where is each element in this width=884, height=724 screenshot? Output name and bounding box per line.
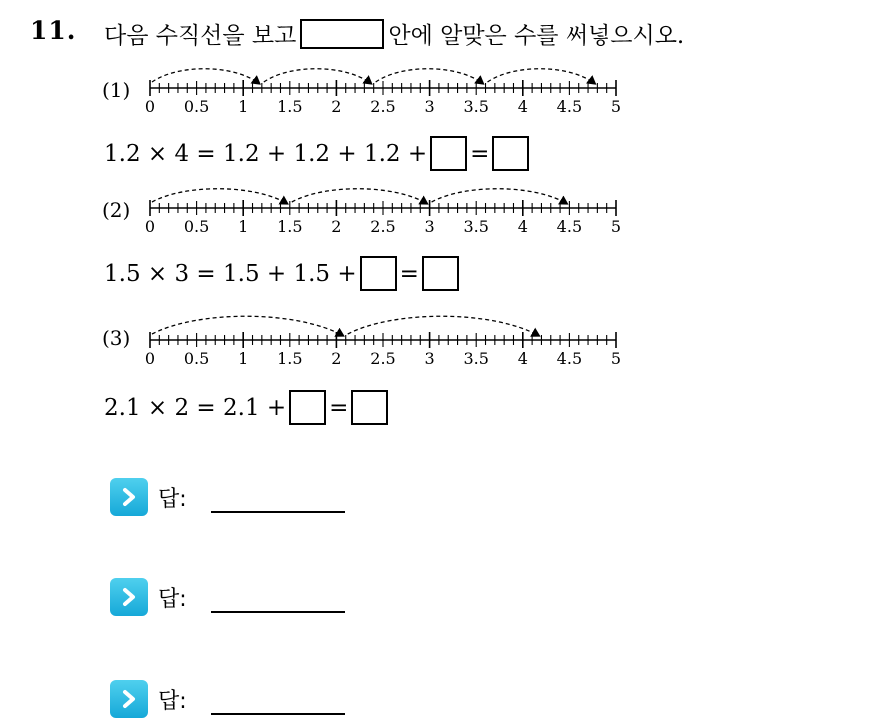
question-text-after: 안에 알맞은 수를 써넣으시오. bbox=[388, 23, 685, 49]
number-line-tick-label: 0 bbox=[144, 349, 156, 368]
number-line-tick-label: 1 bbox=[238, 349, 249, 368]
problem-2-answer-box-1[interactable] bbox=[360, 256, 397, 291]
problem-1-answer-box-2[interactable] bbox=[492, 136, 529, 171]
problem-2-equation-lhs: 1.5 × 3 = 1.5 + 1.5 + bbox=[104, 260, 357, 287]
number-line-tick-label: 3 bbox=[424, 217, 435, 236]
number-line-tick-label: 5 bbox=[610, 97, 622, 116]
problem-2-equals: = bbox=[399, 260, 419, 287]
number-line-tick-label: 0 bbox=[144, 217, 156, 236]
number-line-tick-label: 0.5 bbox=[183, 217, 210, 236]
jump-arc bbox=[292, 189, 428, 204]
chevron-right-icon bbox=[110, 478, 148, 516]
number-line-tick-label: 4 bbox=[517, 349, 528, 368]
chevron-right-icon bbox=[110, 680, 148, 718]
problem-3-answer-box-2[interactable] bbox=[351, 390, 388, 425]
problem-1-label: (1) bbox=[102, 78, 131, 102]
number-line-tick-label: 3.5 bbox=[463, 97, 489, 116]
answer-label: 답: bbox=[158, 688, 187, 714]
problem-3-number-line bbox=[140, 300, 630, 372]
answer-line-1[interactable] bbox=[211, 481, 345, 513]
jump-arc bbox=[432, 189, 568, 204]
question-text-before: 다음 수직선을 보고 bbox=[104, 23, 297, 49]
problem-1-equation bbox=[104, 136, 532, 171]
number-line-tick-label: 2.5 bbox=[370, 97, 396, 116]
number-line-tick-label: 2 bbox=[331, 349, 342, 368]
answer-label: 답: bbox=[158, 586, 187, 612]
number-line-tick-label: 4 bbox=[517, 97, 528, 116]
problem-1-number-line bbox=[140, 60, 630, 120]
number-line-tick-label: 4.5 bbox=[556, 217, 583, 236]
number-line-tick-label: 4.5 bbox=[556, 97, 583, 116]
answer-line-2[interactable] bbox=[211, 581, 345, 613]
problem-2-equation bbox=[104, 256, 462, 291]
number-line-tick-label: 3 bbox=[424, 97, 435, 116]
number-line-tick-label: 2.5 bbox=[370, 349, 396, 368]
number-line-tick-label: 1 bbox=[238, 217, 249, 236]
jump-arc bbox=[152, 316, 344, 336]
number-line-tick-label: 4.5 bbox=[556, 349, 583, 368]
number-line-tick-label: 1.5 bbox=[277, 217, 303, 236]
answer-line-3[interactable] bbox=[211, 683, 345, 715]
problem-1-equation-lhs: 1.2 × 4 = 1.2 + 1.2 + 1.2 + bbox=[104, 140, 428, 167]
problem-2-number-line bbox=[140, 180, 630, 240]
number-line-tick-label: 2 bbox=[331, 217, 342, 236]
number-line-tick-label: 1.5 bbox=[277, 97, 303, 116]
answer-row-2 bbox=[110, 578, 345, 616]
number-line-tick-label: 2.5 bbox=[370, 217, 396, 236]
jump-arc bbox=[488, 69, 596, 84]
chevron-right-icon bbox=[110, 578, 148, 616]
problem-3-equation-lhs: 2.1 × 2 = 2.1 + bbox=[104, 394, 287, 421]
problem-3-equals: = bbox=[329, 394, 349, 421]
number-line-tick-label: 3.5 bbox=[463, 349, 489, 368]
number-line-tick-label: 1.5 bbox=[277, 349, 303, 368]
answer-label: 답: bbox=[158, 486, 187, 512]
number-line-tick-label: 3.5 bbox=[463, 217, 489, 236]
problem-1-answer-box-1[interactable] bbox=[430, 136, 467, 171]
number-line-tick-label: 1 bbox=[238, 97, 249, 116]
jump-arc bbox=[348, 316, 540, 336]
number-line-tick-label: 4 bbox=[517, 217, 528, 236]
jump-arc bbox=[152, 189, 288, 204]
problem-3-label: (3) bbox=[102, 326, 131, 350]
problem-2-label: (2) bbox=[102, 198, 131, 222]
question-text bbox=[104, 17, 684, 50]
number-line-tick-label: 5 bbox=[610, 349, 622, 368]
number-line-tick-label: 2 bbox=[331, 97, 342, 116]
number-line-tick-label: 0.5 bbox=[183, 349, 210, 368]
problem-1-equals: = bbox=[470, 140, 490, 167]
number-line-tick-label: 3 bbox=[424, 349, 435, 368]
problem-2-answer-box-2[interactable] bbox=[422, 256, 459, 291]
number-line-tick-label: 0 bbox=[144, 97, 156, 116]
jump-arc bbox=[264, 69, 372, 84]
number-line-tick-label: 0.5 bbox=[183, 97, 210, 116]
problem-3-answer-box-1[interactable] bbox=[289, 390, 326, 425]
problem-3-equation bbox=[104, 390, 391, 425]
answer-row-1 bbox=[110, 478, 345, 516]
question-blank-box bbox=[300, 19, 384, 49]
number-line-tick-label: 5 bbox=[610, 217, 622, 236]
question-number: 11. bbox=[30, 16, 77, 45]
answer-row-3 bbox=[110, 680, 345, 718]
